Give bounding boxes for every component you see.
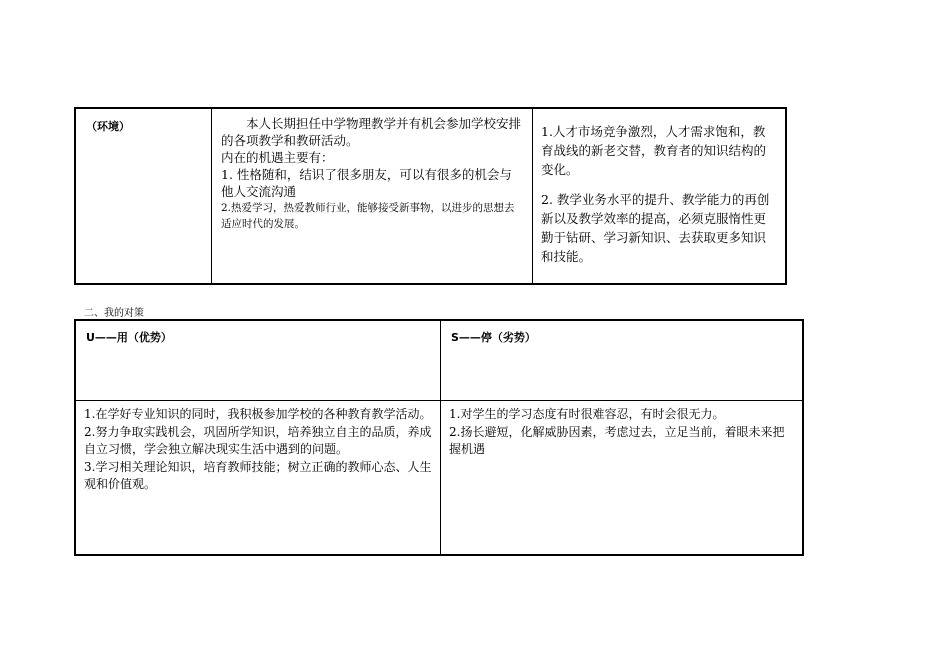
use-header-cell [75,320,441,401]
opportunities-intro: 本人长期担任中学物理教学并有机会参加学校安排的各项教学和教研活动。 [221,116,522,148]
use-item: 3.学习相关理论知识，培育教师技能；树立正确的教师心态、人生观和价值观。 [84,459,432,491]
threats-cell [533,108,787,284]
stop-header: S——停（劣势） [451,331,536,344]
threat-item-2: 2. 教学业务水平的提升、教学能力的再创新以及教学效率的提高，必须克服惰性更勤于钻研、学习新知识、去获取更多知识和技能。 [541,192,770,264]
stop-items-cell [441,401,804,556]
stop-header-cell [441,320,804,401]
strategy-table [74,319,804,556]
stop-item: 2.扬长避短，化解威胁因素，考虑过去，立足当前，着眼未来把握机遇 [449,424,785,456]
stop-item: 1.对学生的学习态度有时很难容忍，有时会很无力。 [449,407,725,421]
section-title: 二、我的对策 [84,308,144,319]
environment-label: （环境） [86,120,130,133]
use-items-cell [75,401,441,556]
opportunities-heading: 内在的机遇主要有： [221,150,334,165]
opportunities-cell [212,108,533,284]
opportunity-item-1: 1. 性格随和，结识了很多朋友，可以有很多的机会与他人交流沟通 [221,167,512,199]
swot-environment-table [74,107,787,285]
environment-label-cell [75,108,212,284]
use-item: 1.在学好专业知识的同时，我积极参加学校的各种教育教学活动。 [84,407,432,421]
use-header: U——用（优势） [86,331,172,344]
threat-item-1: 1.人才市场竞争激烈，人才需求饱和，教育战线的新老交替，教育者的知识结构的变化。 [541,124,767,177]
use-item: 2.努力争取实践机会，巩固所学知识，培养独立自主的品质，养成自立习惯，学会独立解决现实生活中遇到的问题。 [84,424,432,456]
opportunity-item-2: 2.热爱学习，热爱教师行业，能够接受新事物，以进步的思想去适应时代的发展。 [221,202,515,230]
